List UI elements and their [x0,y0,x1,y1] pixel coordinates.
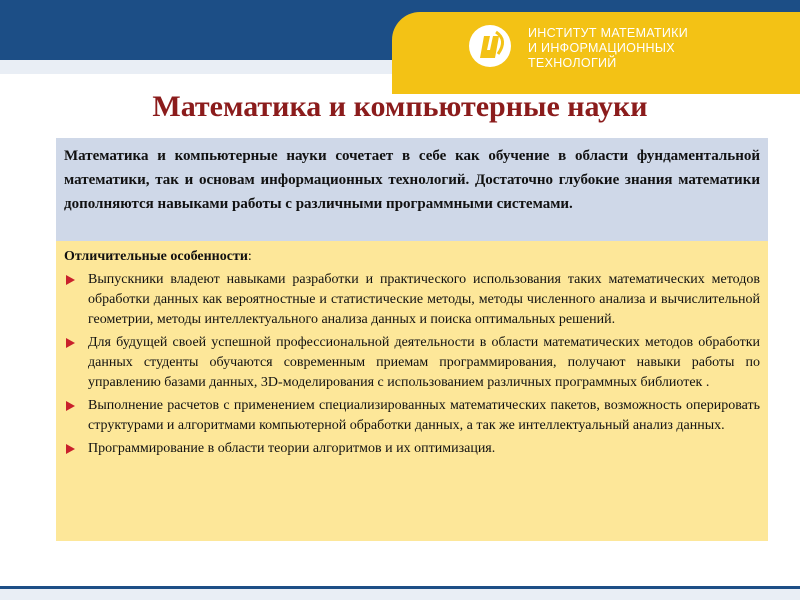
institute-name-line: ТЕХНОЛОГИЙ [528,56,617,70]
features-heading [64,247,760,267]
list-item-text: Выпускники владеют навыками разработки и практического использования таких математических методов обработки данных как вероятностные и статистические методы, методы численного анализа и вычислительной геометрии, методы интеллектуального анализа данных и поиска оптимальных решений. [88,272,760,327]
features-heading-text: Отличительные особенности [64,249,248,264]
features-list [64,270,760,459]
arrow-bullet-icon [66,401,75,411]
footer-band [0,589,800,600]
intro-text: Математика и компьютерные науки сочетает в себе как обучение в области фундаментальной математики, так и основам информационных технологий. Достаточно глубокие знания математики дополняются навыками работы с различными программными системами. [64,148,760,212]
intro-box [56,138,768,241]
list-item-text: Выполнение расчетов с применением специализированных математических пакетов, возможность оперировать структурами и алгоритмами компьютерной обработки данных, а так же интеллектуальный анализ данных. [88,398,760,433]
institute-name-line: ИНСТИТУТ МАТЕМАТИКИ [528,26,689,40]
features-heading-colon: : [247,249,252,264]
institute-name-line: И ИНФОРМАЦИОННЫХ [528,41,675,55]
arrow-bullet-icon [66,338,75,348]
list-item [64,270,760,330]
list-item [64,333,760,393]
arrow-bullet-icon [66,444,75,454]
institute-emblem-icon [468,24,512,68]
list-item-text: Для будущей своей успешной профессиональной деятельности в области математических методов обработки данных студенты обучаются современным приемам программирования, получают навыки работы по управлению базами данных, 3D-моделирования с использованием различных программных библиотек . [88,335,760,390]
institute-name [528,26,688,71]
arrow-bullet-icon [66,275,75,285]
features-box [56,241,768,541]
slide-title: Математика и компьютерные науки [152,90,648,123]
list-item [64,396,760,436]
list-item [64,439,760,459]
list-item-text: Программирование в области теории алгоритмов и их оптимизация. [88,441,496,456]
